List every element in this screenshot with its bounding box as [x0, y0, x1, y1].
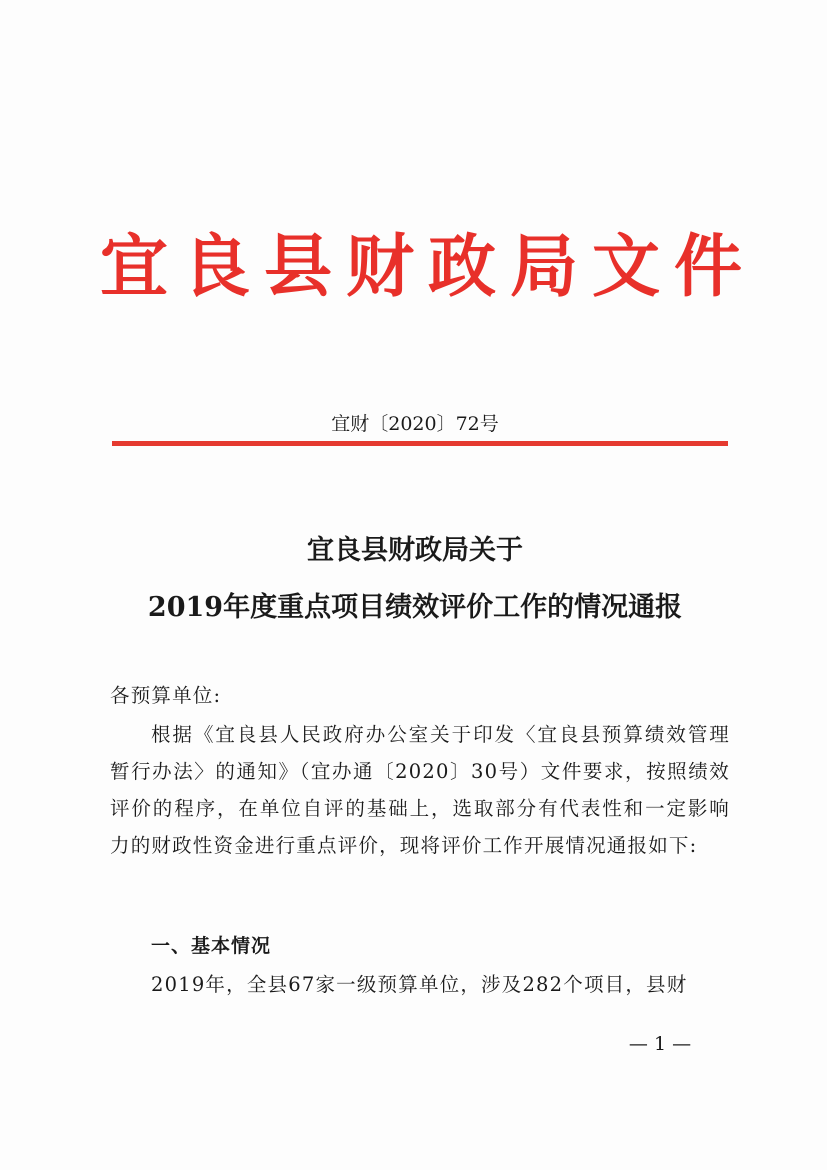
body-paragraph-2: 2019年，全县67家一级预算单位，涉及282个项目，县财 — [151, 973, 688, 996]
document-header-title: 宜良县财政局文件 — [100, 228, 757, 307]
document-title-line-1: 宜良县财政局关于 — [307, 535, 523, 566]
red-separator-line — [112, 441, 728, 446]
page-number: — 1 — — [628, 1033, 692, 1055]
document-title-line-2: 2019年度重点项目绩效评价工作的情况通报 — [147, 592, 683, 623]
section-heading-basic-situation: 一、基本情况 — [151, 935, 272, 957]
salutation: 各预算单位: — [110, 684, 222, 707]
document-number: 宜财〔2020〕72号 — [331, 413, 499, 435]
body-paragraph-1: 根据《宜良县人民政府办公室关于印发〈宜良县预算绩效管理暂行办法〉的通知》（宜办通〔2020〕30号）文件要求，按照绩效评价的程序，在单位自评的基础上，选取部分有代表性和一定影响力的财政性资金进行重点评价，现将评价工作开展情况通报如下: — [110, 723, 730, 857]
